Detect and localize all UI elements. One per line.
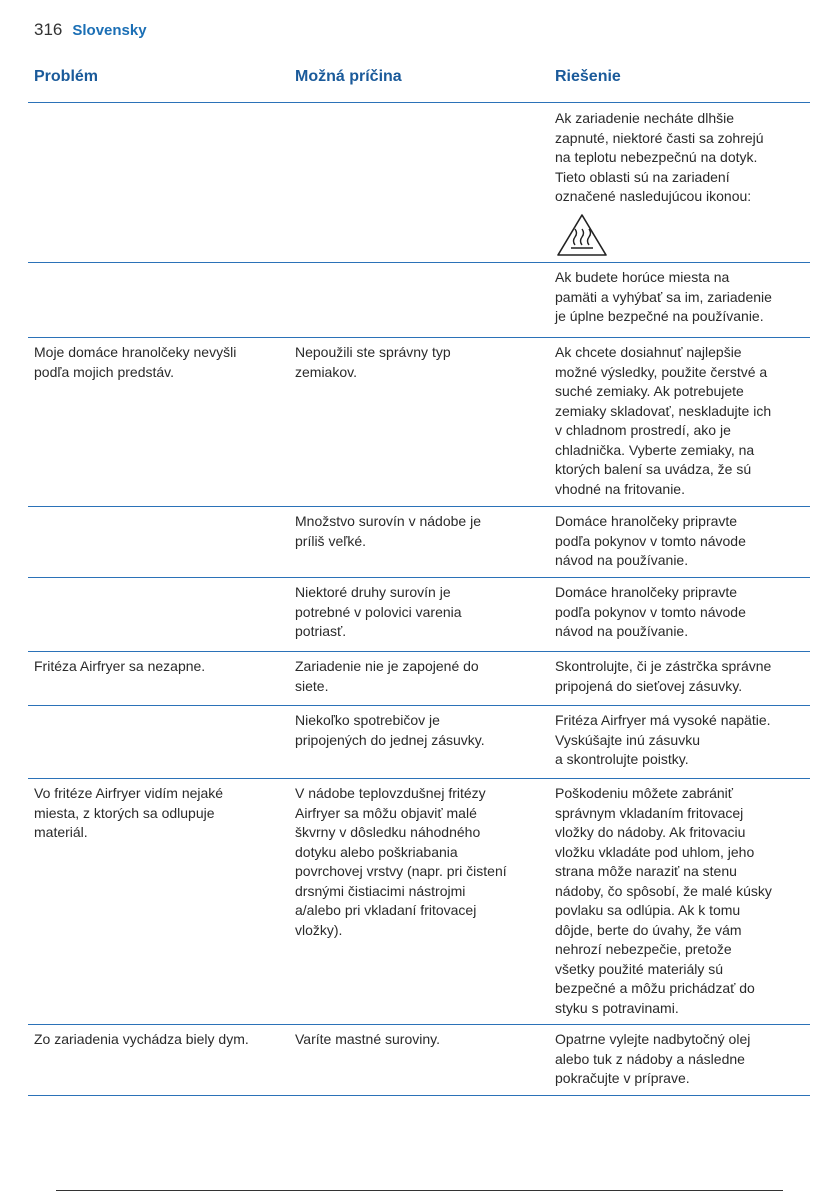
table-row [28,506,810,578]
cell-solution: Domáce hranolčeky pripravte podľa pokynov v tomto návode návod na používanie. [555,513,746,568]
cell-solution: Ak budete horúce miesta na pamäti a vyhýbať sa im, zariadenie je úplne bezpečné na používanie. [555,269,772,324]
cell-cause: Niekoľko spotrebičov je pripojených do jednej zásuvky. [295,712,485,748]
cell-solution: Skontrolujte, či je zástrčka správne pripojená do sieťovej zásuvky. [555,658,772,694]
table-row [28,1024,810,1096]
column-header-cause: Možná príčina [295,68,402,85]
cell-cause: Niektoré druhy surovín je potrebné v polovici varenia potriasť. [295,584,462,639]
column-header-solution: Riešenie [555,68,621,85]
cell-solution: Ak chcete dosiahnuť najlepšie možné výsledky, použite čerstvé a suché zemiaky. Ak potrebujete zemiaky skladovať, neskladujte ich v chladnom prostredí, ako je chladnička. Vyberte zemiaky, na ktorých balení sa uvádza, že sú vhodné na fritovanie. [555,344,772,497]
page-language: Slovensky [72,22,147,39]
page-header [34,20,147,44]
table-row [28,103,810,263]
cell-solution: Ak zariadenie necháte dlhšie zapnuté, niektoré časti sa zohrejú na teplotu nebezpečnú na dotyk. Tieto oblasti sú na zariadení označené nasledujúcou ikonou: [555,110,764,204]
cell-cause: Množstvo surovín v nádobe je príliš veľké. [295,513,481,549]
table-row [28,705,810,779]
cell-cause: Nepoužili ste správny typ zemiakov. [295,344,451,380]
table-row [28,577,810,652]
cell-solution: Opatrne vylejte nadbytočný olej alebo tuk z nádoby a následne pokračujte v príprave. [555,1031,751,1086]
cell-cause: Zariadenie nie je zapojené do siete. [295,658,479,694]
table-header [28,66,810,103]
cell-solution: Fritéza Airfryer má vysoké napätie. Vyskúšajte inú zásuvku a skontrolujte poistky. [555,712,771,767]
cell-problem: Moje domáce hranolčeky nevyšli podľa mojich predstáv. [34,344,237,380]
cell-solution: Poškodeniu môžete zabrániť správnym vkladaním fritovacej vložky do nádoby. Ak fritovaciu vložku vkladáte pod uhlom, jeho strana môže naraziť na stenu nádoby, čo spôsobí, že malé kúsky povlaku sa odlúpia. Ak k tomu dôjde, berte do úvahy, že vám nehrozí nebezpečie, pretože všetky použité materiály sú bezpečné a môžu prichádzať do styku s potravinami. [555,785,772,1016]
cell-problem: Fritéza Airfryer sa nezapne. [34,658,206,674]
table-row [28,337,810,507]
cell-problem: Zo zariadenia vychádza biely dym. [34,1031,249,1047]
table-row [28,778,810,1025]
cell-solution: Domáce hranolčeky pripravte podľa pokynov v tomto návode návod na používanie. [555,584,746,639]
hot-surface-warning-icon [555,212,609,258]
cell-problem: Vo fritéze Airfryer vidím nejaké miesta, z ktorých sa odlupuje materiál. [34,785,224,840]
page-number: 316 [34,20,63,39]
table-row [28,651,810,706]
cell-cause: V nádobe teplovzdušnej fritézy Airfryer sa môžu objaviť malé škvrny v dôsledku náhodného dotyku alebo poškriabania povrchovej vrstvy (napr. pri čistení drsnými čistiacimi nástrojmi a/alebo pri vkladaní fritovacej vložky). [295,785,507,938]
cell-cause: Varíte mastné suroviny. [295,1031,440,1047]
column-header-problem: Problém [34,68,99,85]
table-row [28,262,810,338]
